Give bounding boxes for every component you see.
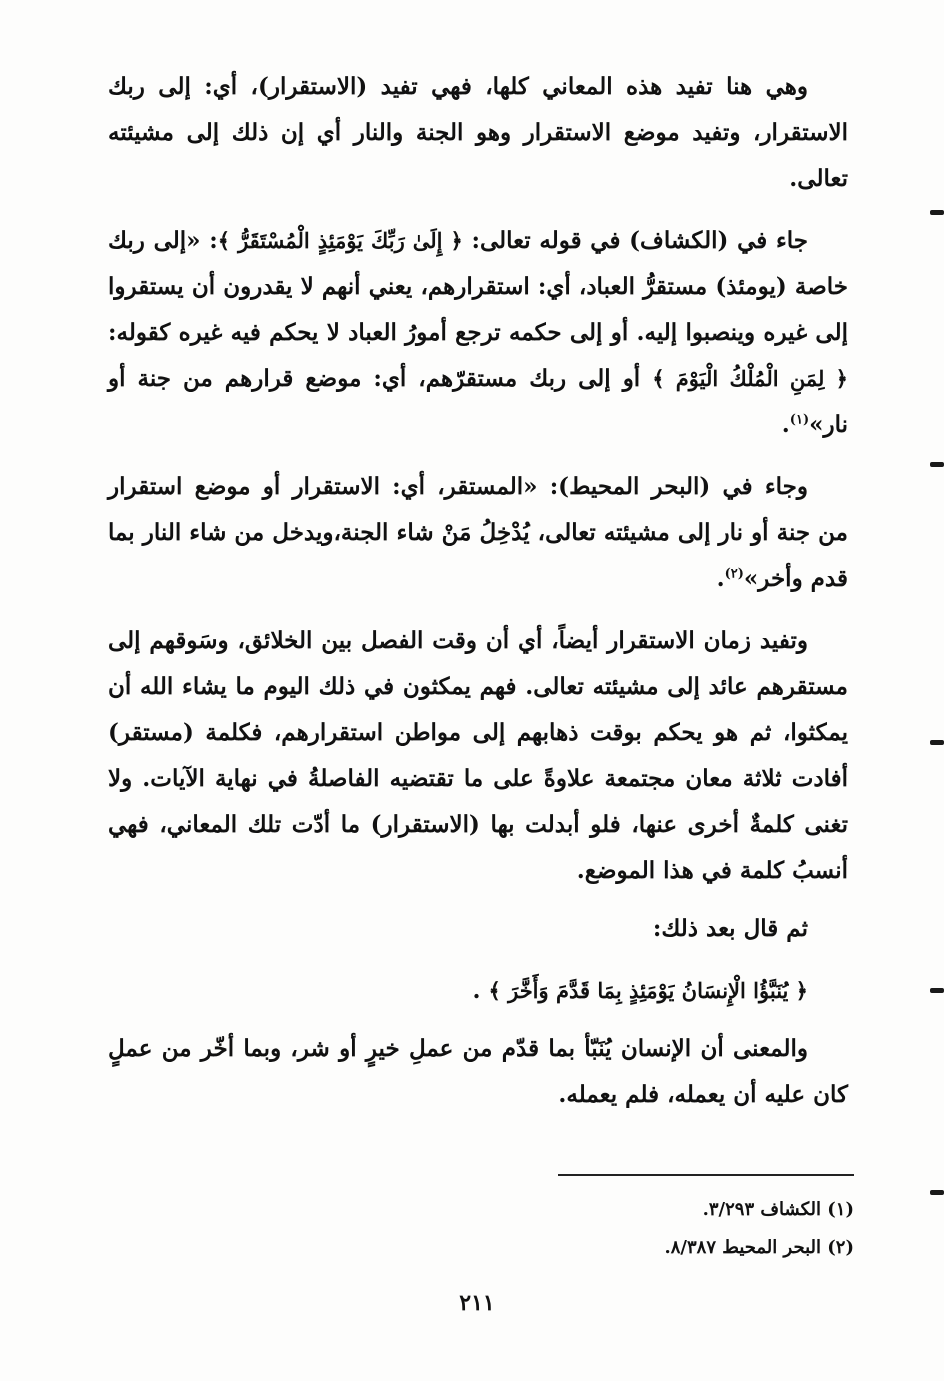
paragraph-main: وجاء في (البحر المحيط): «المستقر، أي: الاستقرار أو موضع استقرار من جنة أو نار إلى مشيئته تعالى، يُدْخِلُ مَنْ شاء الجنة،ويدخل من شاء النار بما قدم وأخر»: [108, 473, 848, 592]
paragraph-intro: جاء في (الكشاف) في قوله تعالى:: [471, 227, 809, 254]
paragraph-text: والمعنى أن الإنسان يُنَبّأ بما قدّم من عملِ خيرٍ أو شر، وبما أخّر من عملٍ كان عليه أن يعمله، فلم يعمله.: [108, 1035, 848, 1108]
paragraph-4: [108, 618, 848, 894]
paragraph-text: وتفيد زمان الاستقرار أيضاً، أي أن وقت الفصل بين الخلائق، وسَوقهم إلى مستقرهم عائد إلى مشيئته تعالى. فهم يمكثون في ذلك اليوم ما يشاء الله أن يمكثوا، ثم هو يحكم بوقت ذهابهم إلى مواطن استقرارهم، فكلمة (مستقر) أفادت ثلاثة معان مجتمعة علاوةً على ما تقتضيه الفاصلةُ في نهاية الآيات. ولا تغنى كلمةٌ أخرى عنها، فلو أبدلت بها (الاستقرار) ما أدّت تلك المعاني، فهي أنسبُ كلمة في هذا الموضع.: [108, 627, 848, 884]
paragraph-text: وجاء في (البحر المحيط): «المستقر، أي: الاستقرار أو موضع استقرار من جنة أو نار إلى مشيئته تعالى، يُدْخِلُ مَنْ شاء الجنة،ويدخل من شاء النار بما قدم وأخر»$^{(٢)}$.: [108, 473, 848, 592]
paragraph-text: ثم قال بعد ذلك:: [652, 915, 808, 942]
paragraph-6: [108, 968, 848, 1014]
scan-edge-mark: [930, 740, 944, 745]
paragraph-end: أو إلى ربك مستقرّهم، أي: موضع قرارهم من جنة أو نار»: [108, 365, 848, 438]
page-number: ٢١١: [459, 1290, 495, 1316]
quran-verse: ﴿ إِلَىٰ رَبِّكَ يَوْمَئِذٍ الْمُسْتَقَرُّ ﴾: [217, 228, 463, 253]
paragraph-text: وهي هنا تفيد هذه المعاني كلها، فهي تفيد (الاستقرار)، أي: إلى ربك الاستقرار، وتفيد موضع الاستقرار وهو الجنة والنار أي إن ذلك إلى مشيئته تعالى.: [108, 73, 848, 192]
paragraph-1: [108, 64, 848, 202]
footnote-reference: (١): [789, 412, 810, 428]
footnote-reference: (٢): [724, 566, 744, 582]
paragraph-3: [108, 464, 848, 602]
paragraph-7: [108, 1026, 848, 1118]
scan-edge-mark: [930, 1190, 944, 1195]
footnote-2: (٢) البحر المحيط ٨/٣٨٧.: [664, 1237, 854, 1258]
quran-verse: ﴿ يُنَبَّؤُا الْإِنسَانُ يَوْمَئِذٍ بِمَا قَدَّمَ وَأَخَّرَ ﴾: [488, 978, 808, 1003]
scan-edge-mark: [930, 462, 944, 467]
footnote-divider: [558, 1174, 854, 1176]
paragraph-middle: : «إلى ربك خاصة (يومئذ) مستقرُّ العباد، أي: استقرارهم، يعني أنهم لا يقدرون أن يستقروا إلى غيره وينصبوا إليه. أو إلى حكمه ترجع أمورُ العباد لا يحكم فيه غيره كقوله:: [108, 227, 848, 346]
scan-edge-mark: [930, 210, 944, 215]
paragraph-text: جاء في (الكشاف) في قوله تعالى: ﴿ إِلَىٰ رَبِّكَ يَوْمَئِذٍ الْمُسْتَقَرُّ ﴾: «إلى ربك خاصة (يومئذ) مستقرُّ العباد، أي: استقرارهم، يعني أنهم لا يقدرون أن يستقروا إلى غيره وينصبوا إليه. أو إلى حكمه ترجع أمورُ العباد لا يحكم فيه غيره كقوله: ﴿ لِمَنِ الْمُلْكُ الْيَوْمَ ﴾ أو إلى ربك مستقرّهم، أي: موضع قرارهم من جنة أو نار»$^{(١)}$.: [108, 227, 848, 438]
paragraph-text: ﴿ يُنَبَّؤُا الْإِنسَانُ يَوْمَئِذٍ بِمَا قَدَّمَ وَأَخَّرَ ﴾ .: [472, 977, 808, 1004]
scan-edge-mark: [930, 988, 944, 993]
paragraph-5: [108, 906, 848, 952]
quran-verse: ﴿ لِمَنِ الْمُلْكُ الْيَوْمَ ﴾: [652, 366, 848, 391]
footnote-1: (١) الكشاف ٣/٢٩٣.: [702, 1199, 854, 1220]
paragraph-2: [108, 218, 848, 448]
